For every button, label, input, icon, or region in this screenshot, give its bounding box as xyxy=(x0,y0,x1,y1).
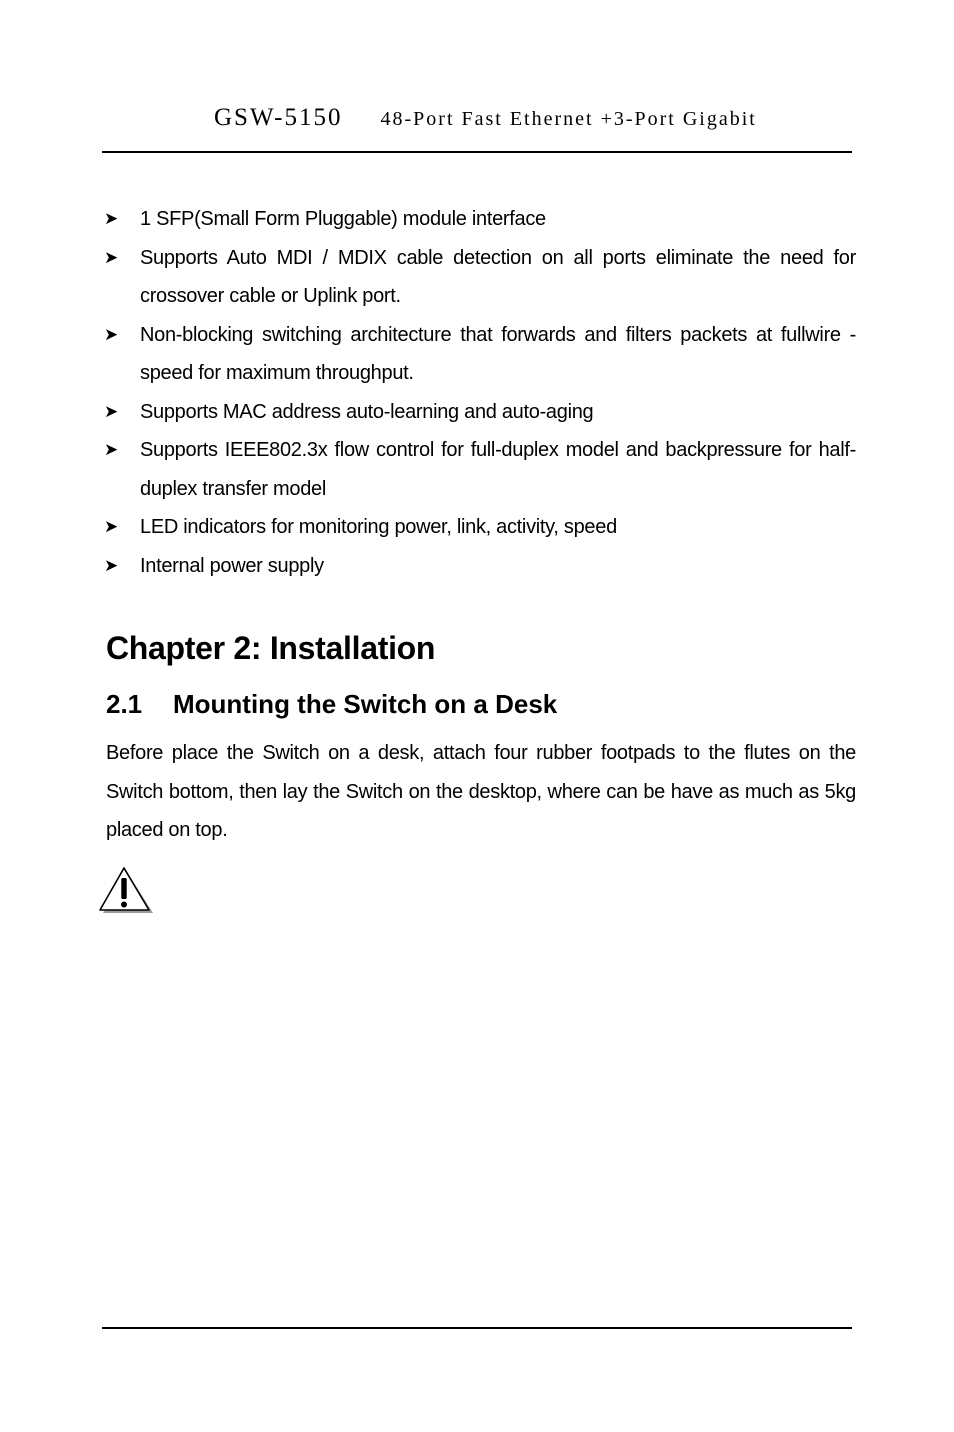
section-number: 2.1 xyxy=(106,689,143,719)
running-header xyxy=(214,104,757,132)
list-item xyxy=(104,316,856,393)
list-item xyxy=(104,393,856,432)
header-rule xyxy=(102,151,852,153)
arrow-bullet-icon: ➤ xyxy=(104,324,118,345)
section-body: Before place the Switch on a desk, attach four rubber footpads to the flutes on the Switch bottom, then lay the Switch on the desktop, where can be have as much as 5kg placed on top. xyxy=(106,742,856,841)
list-item xyxy=(104,200,856,239)
list-item xyxy=(104,508,856,547)
feature-list xyxy=(104,200,856,585)
list-item-text: Non-blocking switching architecture that forwards and filters packets at fullwire -speed for maximum throughput. xyxy=(140,323,856,384)
section-title xyxy=(106,689,557,720)
arrow-bullet-icon: ➤ xyxy=(104,517,118,537)
arrow-bullet-icon: ➤ xyxy=(104,247,118,268)
list-item xyxy=(104,239,856,316)
list-item-text: LED indicators for monitoring power, link, activity, speed xyxy=(140,516,617,538)
arrow-bullet-icon: ➤ xyxy=(104,209,118,229)
warning-triangle-icon xyxy=(99,865,155,915)
list-item-text: Internal power supply xyxy=(140,554,324,577)
list-item-text: Supports Auto MDI / MDIX cable detection on all ports eliminate the need for crossover cable or Uplink port. xyxy=(140,246,856,307)
footer-rule xyxy=(102,1327,852,1329)
header-description: 48-Port Fast Ethernet +3-Port Gigabit xyxy=(380,108,757,130)
arrow-bullet-icon: ➤ xyxy=(104,440,118,460)
list-item xyxy=(104,547,856,586)
arrow-bullet-icon: ➤ xyxy=(104,401,118,422)
section-title-text: Mounting the Switch on a Desk xyxy=(173,689,558,719)
arrow-bullet-icon: ➤ xyxy=(104,555,118,576)
list-item-text: 1 SFP(Small Form Pluggable) module interface xyxy=(140,208,546,230)
chapter-title: Chapter 2: Installation xyxy=(106,630,436,666)
header-model: GSW-5150 xyxy=(214,104,343,131)
list-item xyxy=(104,431,856,508)
list-item-text: Supports MAC address auto-learning and auto-aging xyxy=(140,400,594,423)
list-item-text: Supports IEEE802.3x flow control for full-duplex model and backpressure for half-duplex transfer model xyxy=(140,439,856,500)
